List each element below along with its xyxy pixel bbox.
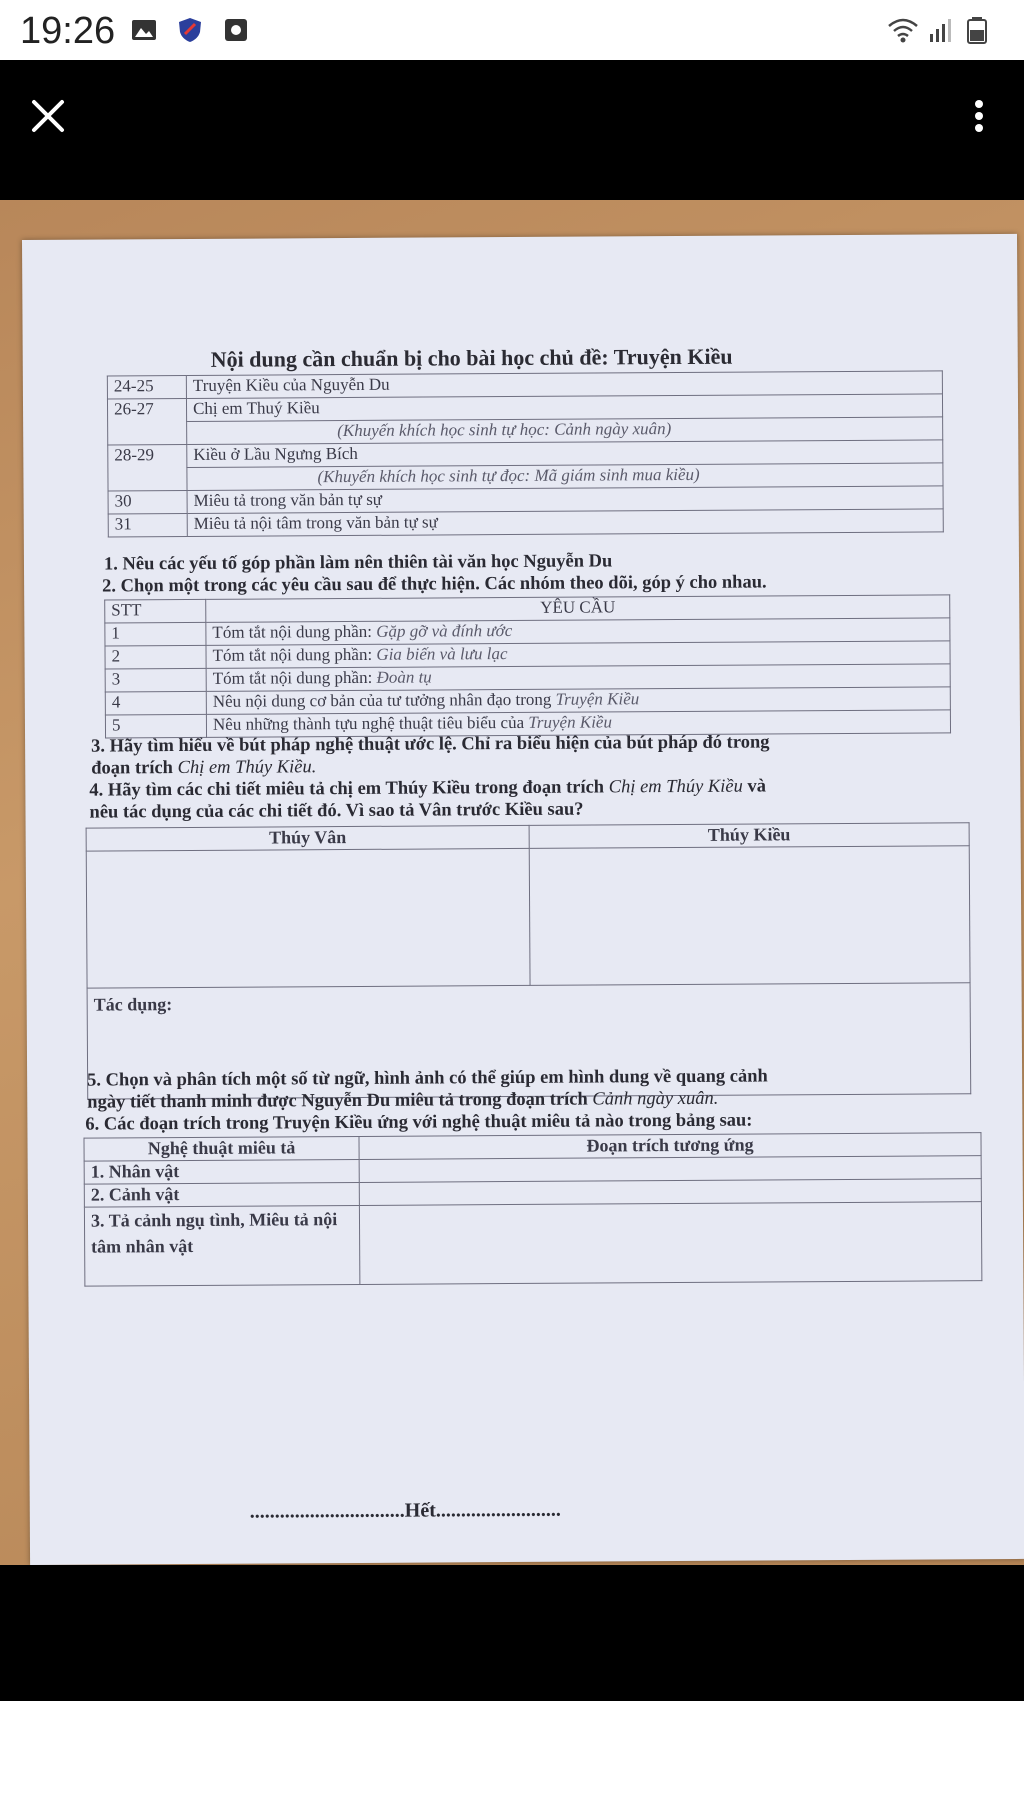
requirement-emphasis: Đoàn tụ <box>376 667 432 687</box>
end-mark: ...............................Hết......................... <box>249 1498 561 1523</box>
table-cell <box>529 846 970 986</box>
requirements-table <box>104 594 951 738</box>
table-header-cell: Đoạn trích tương ứng <box>359 1133 981 1160</box>
status-time: 19:26 <box>20 10 116 52</box>
table-cell: 5 <box>105 714 206 738</box>
table-row <box>84 1202 981 1286</box>
requirement-text: Tóm tắt nội dung phần: <box>212 667 377 688</box>
table-cell: Miêu tả nội tâm trong văn bản tự sự <box>187 509 943 537</box>
table-cell: 3 <box>105 668 206 692</box>
shield-icon <box>176 16 204 44</box>
table-cell: Truyện Kiều của Nguyễn Du <box>186 371 942 399</box>
requirement-text: Nêu những thành tựu nghệ thuật tiêu biểu của <box>212 712 529 734</box>
table-cell: 26-27 <box>107 398 186 444</box>
table-cell: 1. Nhân vật <box>84 1159 359 1184</box>
question-3-text: đoạn trích <box>91 758 178 779</box>
table-cell: 24-25 <box>107 375 186 398</box>
table-row <box>108 509 943 537</box>
art-table <box>83 1132 982 1286</box>
photo-view[interactable] <box>0 200 1024 1565</box>
question-3-line-1: 3. Hãy tìm hiểu về bút pháp nghệ thuật ước lệ. Chỉ ra biểu hiện của bút pháp đó trong <box>91 732 770 757</box>
table-cell <box>359 1202 981 1285</box>
table-header-cell: STT <box>105 599 206 623</box>
table-cell: Chị em Thuý Kiều <box>186 394 942 422</box>
table-cell: Tác dụng: <box>87 983 971 1099</box>
question-3-emphasis: Chị em Thúy Kiều. <box>177 757 317 779</box>
table-header-cell: Nghệ thuật miêu tả <box>84 1136 359 1161</box>
table-cell: 28-29 <box>108 444 187 490</box>
document-paper <box>22 234 1024 1565</box>
table-cell: Miêu tả trong văn bản tự sự <box>187 486 943 514</box>
table-cell: 4 <box>105 691 206 715</box>
table-cell: 31 <box>108 513 187 536</box>
requirement-text: Tóm tắt nội dung phần: <box>212 621 377 642</box>
table-cell <box>86 848 530 988</box>
question-4-text: 4. Hãy tìm các chi tiết miêu tả chị em Thúy Kiều trong đoạn trích <box>89 777 609 801</box>
table-cell: 3. Tả cảnh ngụ tình, Miêu tả nội tâm nhân vật <box>84 1205 359 1286</box>
table-header-cell: Thúy Kiều <box>529 823 969 849</box>
compare-table <box>86 822 972 1099</box>
close-icon[interactable] <box>20 88 76 144</box>
table-cell: Kiều ở Lầu Ngưng Bích <box>187 440 943 468</box>
question-3 <box>91 731 770 779</box>
question-5-emphasis: Cảnh ngày xuân. <box>592 1088 719 1110</box>
requirement-emphasis: Truyện Kiều <box>528 712 612 732</box>
question-5 <box>87 1065 768 1113</box>
schedule-table <box>107 370 944 537</box>
media-icon <box>222 16 250 44</box>
battery-icon <box>966 16 988 44</box>
table-cell: (Khuyến khích học sinh tự đọc: Mã giám sinh mua kiều) <box>187 463 943 491</box>
table-cell: 2. Cảnh vật <box>84 1182 359 1207</box>
viewer-bottom-bar <box>0 1565 1024 1701</box>
requirement-emphasis: Gia biến và lưu lạc <box>376 644 508 664</box>
question-4-line-1 <box>89 775 766 801</box>
table-row <box>86 846 970 988</box>
question-4 <box>89 775 766 823</box>
table-header-cell: YÊU CẦU <box>206 595 950 623</box>
signal-icon <box>926 16 954 44</box>
requirement-text: Tóm tắt nội dung phần: <box>212 644 377 665</box>
question-4-line-2: nêu tác dụng của các chi tiết đó. Vì sao tả Vân trước Kiều sau? <box>89 799 584 823</box>
image-icon <box>130 16 158 44</box>
question-6: 6. Các đoạn trích trong Truyện Kiều ứng với nghệ thuật miêu tả nào trong bảng sau: <box>85 1110 753 1135</box>
question-2: 2. Chọn một trong các yêu cầu sau để thực hiện. Các nhóm theo dõi, góp ý cho nhau. <box>102 572 767 597</box>
table-cell: 1 <box>105 622 206 646</box>
question-5-line-1: 5. Chọn và phân tích một số từ ngữ, hình ảnh có thể giúp em hình dung về quang cảnh <box>87 1066 768 1091</box>
table-cell: 30 <box>108 490 187 513</box>
question-1: 1. Nêu các yếu tố góp phần làm nên thiên tài văn học Nguyễn Du <box>103 551 613 575</box>
table-header-cell: Thúy Vân <box>86 825 529 851</box>
table-cell: (Khuyến khích học sinh tự học: Cảnh ngày xuân) <box>187 417 943 445</box>
viewer-toolbar <box>0 60 1024 200</box>
requirement-emphasis: Truyện Kiều <box>555 689 640 709</box>
question-5-text: ngày tiết thanh minh được Nguyễn Du miêu tả trong đoạn trích <box>87 1089 593 1113</box>
wifi-icon <box>886 16 920 44</box>
question-4-emphasis: Chị em Thúy Kiều <box>608 776 743 798</box>
status-bar <box>0 0 1024 60</box>
table-cell: 2 <box>105 645 206 669</box>
question-4-tail: và <box>742 776 767 797</box>
more-vert-icon[interactable] <box>964 88 994 144</box>
requirement-text: Nêu nội dung cơ bản của tư tưởng nhân đạo trong <box>212 689 556 711</box>
doc-title: Nội dung cần chuẩn bị cho bài học chủ đề: Truyện Kiều <box>210 343 733 372</box>
requirement-emphasis: Gặp gỡ và đính ước <box>376 621 513 641</box>
